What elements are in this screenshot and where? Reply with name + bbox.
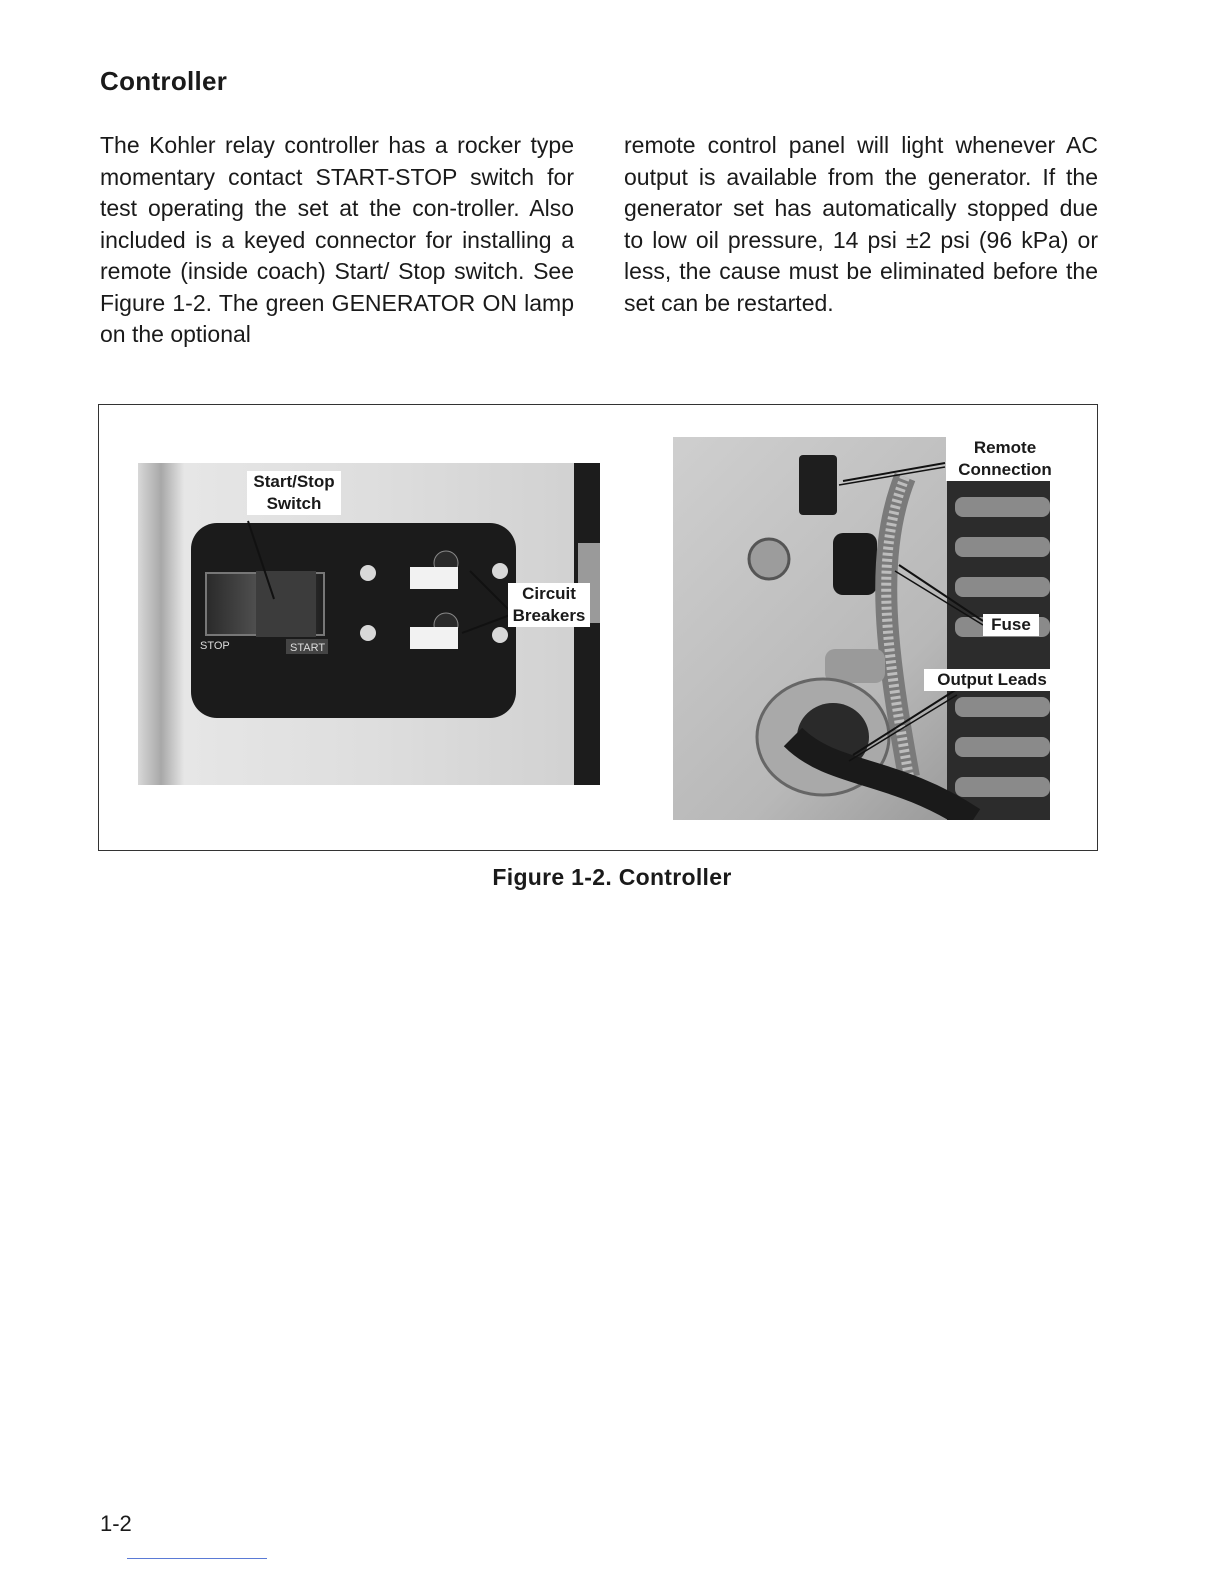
body-column-left: The Kohler relay controller has a rocker type momentary contact START-STOP switch for test operating the set at the con-troller. Also included is a keyed connector for installing a remote (inside coach) Start/ Stop switch. See Figure 1-2. The green GENERATOR ON lamp on the optional bbox=[100, 132, 574, 347]
body-column-right: remote control panel will light whenever AC output is available from the generator. If the generator set has automatically stopped due to low oil pressure, 14 psi ±2 psi (96 kPa) or less, the cause must be eliminated before the set can be restarted. bbox=[624, 132, 1098, 316]
footer-divider bbox=[127, 1558, 267, 1559]
callout-output-leads: Output Leads bbox=[924, 669, 1060, 691]
section-heading: Controller bbox=[100, 66, 228, 96]
stop-label: STOP bbox=[200, 640, 230, 652]
callout-remote-connection: Remote Connection bbox=[946, 437, 1064, 481]
callout-fuse: Fuse bbox=[983, 614, 1039, 636]
figure-caption: Figure 1-2. Controller bbox=[492, 864, 732, 890]
callout-circuit-breakers: Circuit Breakers bbox=[508, 583, 590, 627]
callout-start-stop-switch: Start/Stop Switch bbox=[247, 471, 341, 515]
start-label: START bbox=[290, 642, 326, 654]
page-number: 1-2 bbox=[100, 1511, 132, 1536]
